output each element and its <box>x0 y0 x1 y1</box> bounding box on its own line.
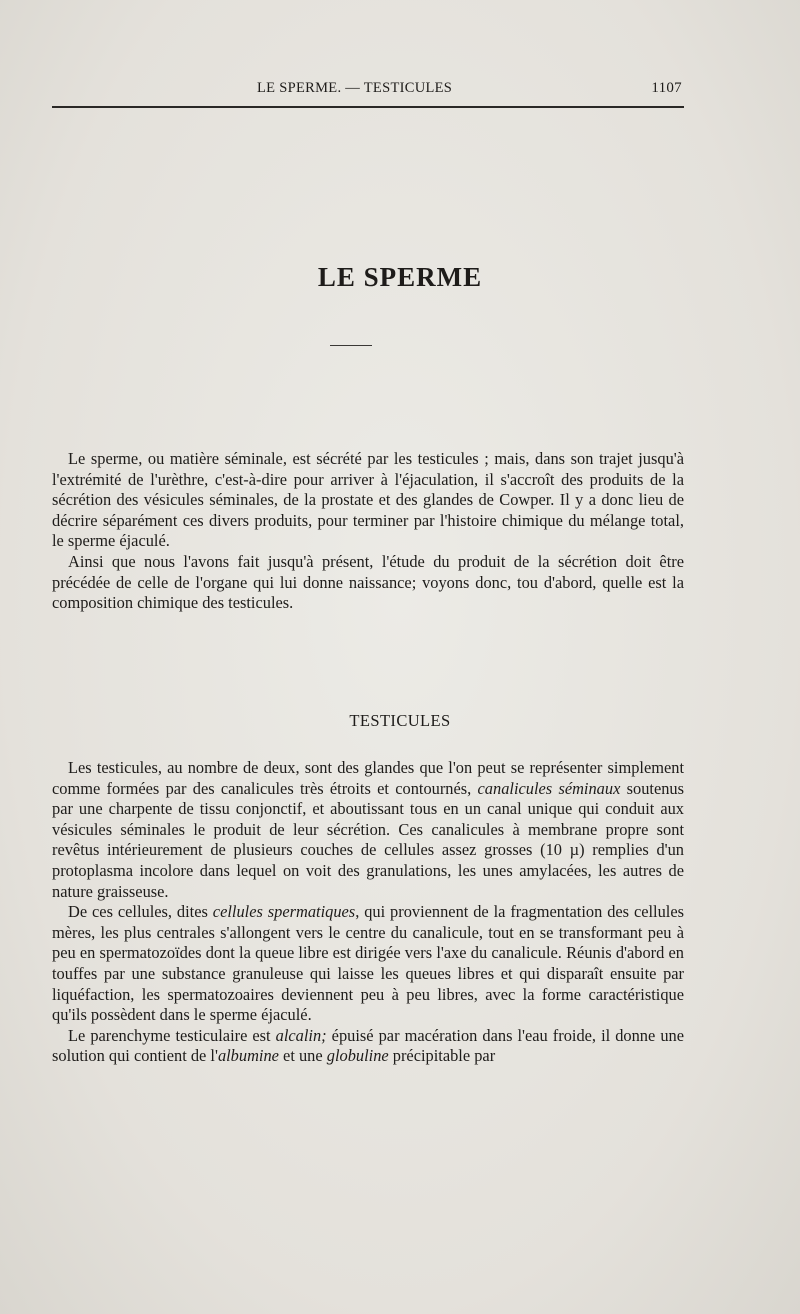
section-heading: TESTICULES <box>349 711 451 730</box>
section-paragraph-2 <box>52 902 684 1026</box>
text-run: soutenus par une charpente de tissu conjonctif, et aboutissant tous en un canal unique qui conduit aux vésicules séminales le produit de leur sécrétion. Ces canalicules à membrane propre sont revêtus intérieurement de plusieurs couches de cellules assez grosses (10 µ) remplies d'un protoplasma incolore dans lequel on voit des granulations, les unes amylacées, les autres de nature graisseuse. <box>52 778 684 901</box>
text-run: épuisé par macération dans l'eau froide, il donne une solution qui contient de l' <box>52 1025 684 1066</box>
text-run: De ces cellules, dites <box>68 902 213 922</box>
text-run: Le parenchyme testiculaire est <box>68 1025 276 1045</box>
section-paragraph-3 <box>52 1026 684 1067</box>
italic-term: cellules spermatiques <box>212 902 356 922</box>
intro-paragraph-2: Ainsi que nous l'avons fait jusqu'à présent, l'étude du produit de la sécrétion doit être précédée de celle de l'organe qui lui donne naissance; voyons donc, tou d'abord, quelle est la composition chimique des testicules. <box>52 551 684 613</box>
text-run: précipitable par <box>388 1046 496 1066</box>
page-number: 1107 <box>651 80 682 96</box>
italic-term: alcalin; <box>275 1025 327 1045</box>
intro-paragraph-1: Le sperme, ou matière séminale, est sécrété par les testicules ; mais, dans son trajet jusqu'à l'extrémité de l'urèthre, c'est-à-dire pour arriver à l'éjaculation, il s'accroît des produits de la sécrétion des vésicules séminales, de la prostate et des glandes de Cowper. Il y a donc lieu de décrire séparément ces divers produits, pour terminer par l'histoire chimique du mélange total, le sperme éjaculé. <box>52 449 684 551</box>
intro-text <box>52 449 684 614</box>
text-run: et une <box>278 1046 327 1066</box>
header-rule <box>52 106 684 108</box>
italic-term: canalicules séminaux <box>477 778 621 798</box>
section-paragraph-1 <box>52 758 684 902</box>
text-run: Les testicules, au nombre de deux, sont des glandes que l'on peut se représenter simplement comme formées par des canalicules très étroits et contournés, <box>52 758 684 798</box>
italic-term: globuline <box>326 1046 389 1066</box>
italic-term: albumine <box>217 1046 279 1066</box>
chapter-title: LE SPERME <box>317 262 483 292</box>
title-divider <box>330 345 372 346</box>
running-head <box>52 76 682 100</box>
section-text <box>52 758 684 1067</box>
text-run: , qui proviennent de la fragmentation des cellules mères, les plus centrales s'allongent vers le centre du canalicule, tout en se transformant peu à peu en spermatozoïdes dont la queue libre est dirigée vers l'axe du canalicule. Réunis d'abord en touffes par une substance granuleuse qui laisse les queues libres et qui disparaît ensuite par liquéfaction, les spermatozoaires deviennent peu à peu libres, avec la forme caractéristique qu'ils possèdent dans le sperme éjaculé. <box>52 902 685 1025</box>
running-head-title: LE SPERME. — TESTICULES <box>257 80 453 96</box>
